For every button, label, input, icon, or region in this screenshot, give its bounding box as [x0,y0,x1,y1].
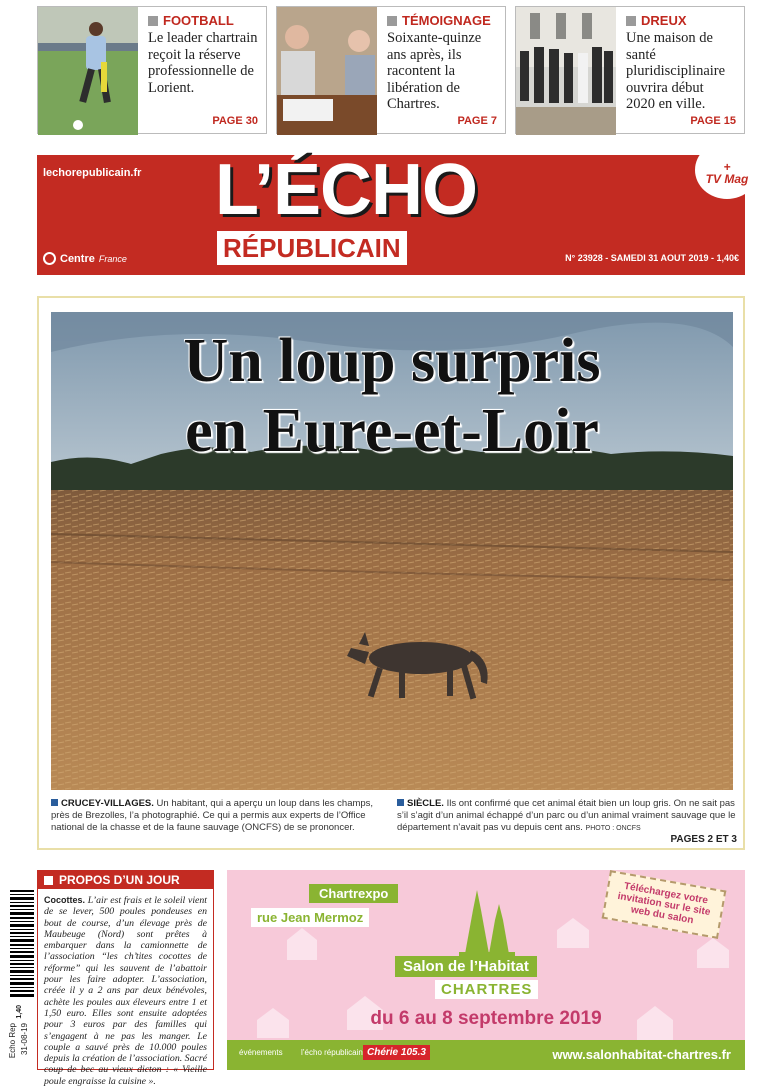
propos-header: PROPOS D’UN JOUR [38,871,213,889]
ad-footer [227,1040,745,1070]
salon-habitat-ad[interactable] [227,870,745,1070]
ad-sponsor-echo: l’écho républicain [301,1048,363,1057]
caption-left: CRUCEY-VILLAGES. Un habitant, qui a aperçu un loup dans les champs, près de Brezolles, l’a photographié. Ce qui a permis aux experts de l’Office national de la chasse et de la faune sauvage (ONCFS) de se prononcer. [51,798,374,833]
teaser-kicker: DREUX [626,13,736,28]
teaser-football[interactable] [37,6,267,134]
ad-sponsor-events: événements [239,1048,283,1057]
teaser-page: PAGE 15 [690,115,736,127]
ad-salon-title: Salon de l’Habitat [395,956,537,977]
teaser-text: Une maison de santé pluridisciplinaire ouvrira début 2020 en ville. [626,30,726,112]
ad-sponsor-radio: Chérie 105.3 [363,1045,430,1060]
barcode-date: 31-08-19 [20,1023,29,1056]
cathedral-icon [459,890,515,956]
ad-dates: du 6 au 8 septembre 2019 [370,1008,602,1029]
newspaper-title: L’ÉCHO [215,150,478,230]
temoignage-photo [277,7,377,133]
teaser-temoignage[interactable] [276,6,506,134]
website-link[interactable]: lechorepublicain.fr [43,167,142,179]
barcode [8,888,36,1070]
wolf-photo [51,312,733,790]
newspaper-logo [215,150,565,275]
ad-city: CHARTRES [435,980,538,999]
tvmag-label: TV Mag [705,172,749,186]
ad-address: rue Jean Mermoz [251,908,369,927]
teaser-kicker: FOOTBALL [148,13,258,28]
chartrexpo-label: Chartrexpo [309,884,398,903]
teaser-text: Soixante-quinze ans après, ils racontent la libération de Chartres. [387,30,482,112]
teaser-dreux[interactable] [515,6,745,134]
centre-france-logo: Centre France [43,252,127,265]
pages-reference: PAGES 2 ET 3 [670,834,737,845]
newspaper-subtitle: RÉPUBLICAIN [217,231,407,265]
headline-line2: en Eure-et-Loir [185,397,599,465]
ad-download-invitation[interactable]: Téléchargez votre invitation sur le site web du salon [602,870,727,939]
tvmag-plus: + [723,160,731,174]
tvmag-badge [695,141,759,199]
teaser-kicker: TÉMOIGNAGE [387,13,497,28]
centre-france-icon [43,252,56,265]
main-story [37,296,745,850]
teaser-text: Le leader chartrain reçoit la réserve professionnelle de Lorient. [148,30,258,96]
barcode-label: Echo Rep [8,1023,17,1059]
caption-right: SIÈCLE. Ils ont confirmé que cet animal était bien un loup gris. On ne sait pas s’il s’agit d’un animal échappé d’un parc ou d’un animal vraiment sauvage que le département n’avait pas vu depuis cent ans. PHOTO : ONCFS [397,798,736,833]
issue-info: N° 23928 - SAMEDI 31 AOUT 2019 - 1,40€ [565,253,739,263]
masthead [37,150,749,275]
ad-url[interactable]: www.salonhabitat-chartres.fr [552,1047,731,1062]
propos-text: Cocottes. L’air est frais et le soleil vient de se lever, 500 poules pondeuses en bout de course, d’un élevage près de Maubeuge (Nord) sont prêtes à embarquer dans la camionnette de l’association “les ch’tites cocottes de réforme” qui les sauvent de l’abattoir pour les faire adopter. L’association, créée il y a 2 ans par deux bénévoles, achète les poules aux éleveurs entre 1 et 1,50 euro. Elles sont ensuite adoptées pour 3 euros par des familles qui s’engagent à ne pas les manger. Le couple a sauvé près de 10.000 poules depuis la création de l’association. Sacré coup de bec au vieux dicton : « Vieille poule engraisse la cuisine ». [44,895,208,1087]
dreux-photo [516,7,616,133]
photo-credit: PHOTO : ONCFS [585,825,641,832]
teaser-page: PAGE 7 [457,115,497,127]
headline-line1: Un loup surpris [183,327,601,395]
football-photo [38,7,138,133]
teaser-page: PAGE 30 [212,115,258,127]
barcode-price: 1,40 [16,1005,23,1019]
propos-column [37,870,214,1087]
